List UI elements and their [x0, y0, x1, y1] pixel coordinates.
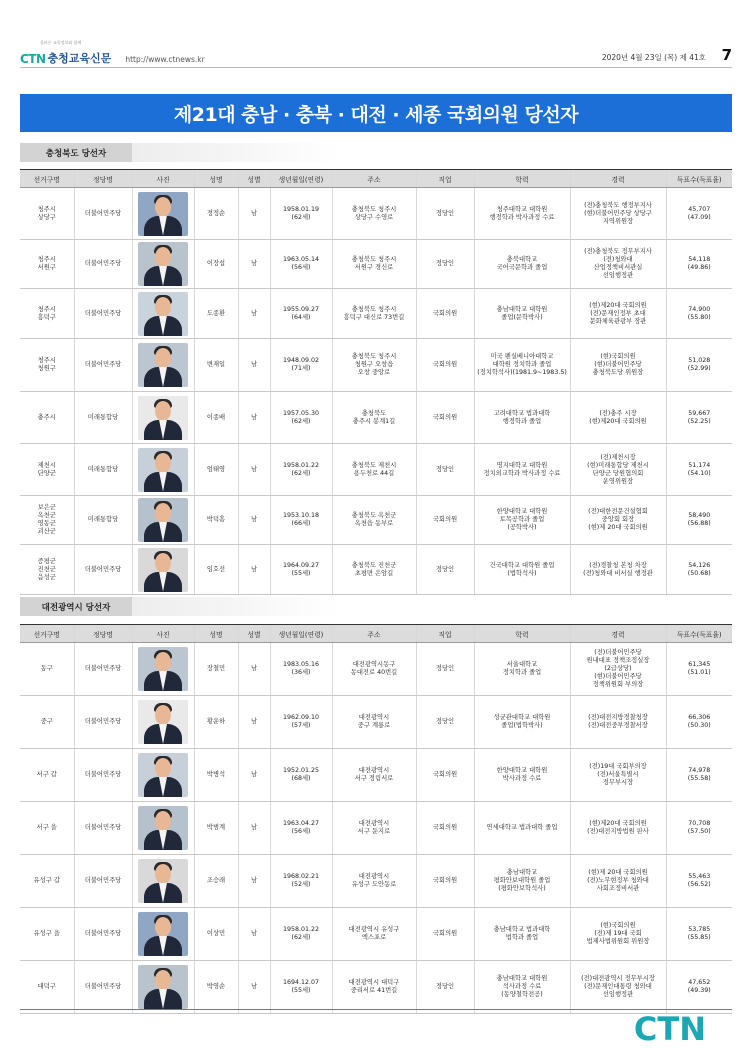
- person-portrait-icon: [138, 859, 188, 903]
- section-label: 충청북도 당선자: [20, 143, 132, 162]
- birthdate-cell: 1983.05.16 (36세): [270, 643, 332, 696]
- column-header: 경력: [570, 625, 666, 643]
- birthdate-cell: 1958.01.22 (62세): [270, 444, 332, 496]
- votes-cell: 59,667 (52.25): [666, 392, 732, 444]
- votes-cell: 53,785 (55.85): [666, 908, 732, 961]
- votes-cell: 54,118 (49.86): [666, 240, 732, 289]
- occupation-cell: 국회의원: [416, 289, 474, 339]
- birthdate-cell: 1958.01.22 (62세): [270, 908, 332, 961]
- person-portrait-icon: [138, 343, 188, 387]
- gender-cell: 남: [238, 188, 270, 240]
- education-cell: 연세대학교 법과대학 졸업: [474, 802, 570, 855]
- candidate-name: 이종배: [194, 392, 238, 444]
- votes-cell: 66,306 (50.30): [666, 696, 732, 749]
- career-cell: (전)대한전문건설협회 중앙회 회장 (현)제 20대 국회의원: [570, 496, 666, 545]
- column-header: 정당명: [74, 170, 132, 188]
- person-portrait-icon: [138, 647, 188, 691]
- career-cell: (전)더불어민주당 원내대표 정책조정실장 (2급상당) (현)더불어민주당 정책위원회 부의장: [570, 643, 666, 696]
- party-cell: 더불어민주당: [74, 339, 132, 392]
- table-row: [20, 749, 732, 802]
- district-cell: 제천시 단양군: [20, 444, 74, 496]
- address-cell: 충청북도 충주시 봉계1길: [332, 392, 416, 444]
- district-cell: 청주시 청원구: [20, 339, 74, 392]
- candidate-name: 박덕흠: [194, 496, 238, 545]
- gender-cell: 남: [238, 855, 270, 908]
- education-cell: 충북대학교 국어국문학과 졸업: [474, 240, 570, 289]
- career-cell: (현)제20대 국회의원 (전)문재인정부 초대 문화체육관광부 장관: [570, 289, 666, 339]
- candidate-name: 도종환: [194, 289, 238, 339]
- district-cell: 동구: [20, 643, 74, 696]
- page-number: 7: [721, 46, 732, 64]
- person-portrait-icon: [138, 498, 188, 542]
- education-cell: 충남대학교 대학원 졸업(문학박사): [474, 289, 570, 339]
- birthdate-cell: 1958.01.19 (62세): [270, 188, 332, 240]
- address-cell: 대전광역시 서구 둔지로: [332, 802, 416, 855]
- table-row: [20, 545, 732, 595]
- person-portrait-icon: [138, 396, 188, 440]
- person-portrait-icon: [138, 965, 188, 1009]
- table-row: [20, 339, 732, 392]
- gender-cell: 남: [238, 392, 270, 444]
- career-cell: (현)제 20대 국회의원 (전)노무현정부 청와대 사회조정비서관: [570, 855, 666, 908]
- district-cell: 충주시: [20, 392, 74, 444]
- gender-cell: 남: [238, 802, 270, 855]
- section-header-daejeon: [20, 597, 732, 616]
- table-row: [20, 496, 732, 545]
- gender-cell: 남: [238, 643, 270, 696]
- education-cell: 청주대학교 대학원 행정학과 박사과정 수료: [474, 188, 570, 240]
- address-cell: 충청북도 청주시 흥덕구 대신로 73번길: [332, 289, 416, 339]
- table-row: [20, 696, 732, 749]
- occupation-cell: 국회의원: [416, 908, 474, 961]
- candidate-name: 엄태영: [194, 444, 238, 496]
- column-header: 사진: [132, 170, 194, 188]
- person-portrait-icon: [138, 448, 188, 492]
- table-row: [20, 961, 732, 1014]
- address-cell: 대전광역시 대덕구 중리서로 41번길: [332, 961, 416, 1014]
- photo-cell: [132, 961, 194, 1014]
- column-header: 득표수(득표율): [666, 625, 732, 643]
- column-header: 주소: [332, 170, 416, 188]
- logo-ctn: CTN: [20, 52, 46, 66]
- birthdate-cell: 1962.09.10 (57세): [270, 696, 332, 749]
- person-portrait-icon: [138, 242, 188, 286]
- birthdate-cell: 1955.09.27 (64세): [270, 289, 332, 339]
- person-portrait-icon: [138, 192, 188, 236]
- table-row: [20, 444, 732, 496]
- party-cell: 더불어민주당: [74, 961, 132, 1014]
- votes-cell: 45,707 (47.09): [666, 188, 732, 240]
- district-cell: 청주시 흥덕구: [20, 289, 74, 339]
- votes-cell: 74,900 (55.80): [666, 289, 732, 339]
- gender-cell: 남: [238, 496, 270, 545]
- column-header: 성별: [238, 625, 270, 643]
- occupation-cell: 정당인: [416, 545, 474, 595]
- career-cell: (전)대전광역시 정무부시장 (전)문재인대통령 청와대 선임행정관: [570, 961, 666, 1014]
- person-portrait-icon: [138, 292, 188, 336]
- photo-cell: [132, 643, 194, 696]
- education-cell: 명지대학교 대학원 정치외교학과 박사과정 수료: [474, 444, 570, 496]
- person-portrait-icon: [138, 753, 188, 797]
- newspaper-logo[interactable]: [20, 40, 205, 66]
- votes-cell: 55,463 (56.52): [666, 855, 732, 908]
- person-portrait-icon: [138, 700, 188, 744]
- logo-tagline: 올바른 교육정보와 함께: [40, 40, 82, 45]
- occupation-cell: 정당인: [416, 188, 474, 240]
- education-cell: 한양대학교 대학원 토목공학과 졸업 (공학박사): [474, 496, 570, 545]
- gender-cell: 남: [238, 289, 270, 339]
- candidate-name: 박영순: [194, 961, 238, 1014]
- column-header: 학력: [474, 170, 570, 188]
- birthdate-cell: 1968.02.21 (52세): [270, 855, 332, 908]
- birthdate-cell: 1964.09.27 (55세): [270, 545, 332, 595]
- gender-cell: 남: [238, 339, 270, 392]
- section-label: 대전광역시 당선자: [20, 597, 132, 616]
- birthdate-cell: 1952.01.25 (68세): [270, 749, 332, 802]
- gender-cell: 남: [238, 545, 270, 595]
- birthdate-cell: 1963.04.27 (56세): [270, 802, 332, 855]
- party-cell: 더불어민주당: [74, 643, 132, 696]
- column-header: 생년월일(연령): [270, 625, 332, 643]
- district-cell: 유성구 갑: [20, 855, 74, 908]
- gender-cell: 남: [238, 908, 270, 961]
- education-cell: 충남대학교 평화안보대학원 졸업 (평화안보학석사): [474, 855, 570, 908]
- candidate-name: 이장섭: [194, 240, 238, 289]
- gender-cell: 남: [238, 749, 270, 802]
- occupation-cell: 정당인: [416, 696, 474, 749]
- address-cell: 충청북도 제천시 용두천로 44길: [332, 444, 416, 496]
- photo-cell: [132, 444, 194, 496]
- candidate-name: 황운하: [194, 696, 238, 749]
- birthdate-cell: 1948.09.02 (71세): [270, 339, 332, 392]
- career-cell: (전)19대 국회부의장 (전)서울특별시 정무부시장: [570, 749, 666, 802]
- occupation-cell: 국회의원: [416, 802, 474, 855]
- candidate-name: 임호선: [194, 545, 238, 595]
- photo-cell: [132, 696, 194, 749]
- votes-cell: 58,490 (56.88): [666, 496, 732, 545]
- party-cell: 더불어민주당: [74, 240, 132, 289]
- district-cell: 청주시 서원구: [20, 240, 74, 289]
- issue-date: 2020년 4월 23일 (목) 제 41호: [601, 53, 706, 62]
- footer-logo: CTN: [633, 1010, 706, 1048]
- votes-cell: 47,652 (49.39): [666, 961, 732, 1014]
- party-cell: 미래통합당: [74, 444, 132, 496]
- table-row: [20, 289, 732, 339]
- district-cell: 대덕구: [20, 961, 74, 1014]
- column-header: 경력: [570, 170, 666, 188]
- column-header: 생년월일(연령): [270, 170, 332, 188]
- gender-cell: 남: [238, 696, 270, 749]
- column-header: 성명: [194, 170, 238, 188]
- education-cell: 건국대학교 대학원 졸업 (법학석사): [474, 545, 570, 595]
- career-cell: (전)충주 시장 (현)제20대 국회의원: [570, 392, 666, 444]
- district-cell: 보은군 옥천군 영동군 괴산군: [20, 496, 74, 545]
- photo-cell: [132, 855, 194, 908]
- party-cell: 더불어민주당: [74, 188, 132, 240]
- photo-cell: [132, 188, 194, 240]
- candidate-table-chungbuk: [20, 169, 732, 595]
- person-portrait-icon: [138, 912, 188, 956]
- logo-name: 충청교육신문: [47, 52, 112, 65]
- column-header: 정당명: [74, 625, 132, 643]
- district-cell: 유성구 을: [20, 908, 74, 961]
- candidate-name: 변재일: [194, 339, 238, 392]
- gender-cell: 남: [238, 961, 270, 1014]
- votes-cell: 51,028 (52.99): [666, 339, 732, 392]
- party-cell: 더불어민주당: [74, 855, 132, 908]
- district-cell: 청주시 상당구: [20, 188, 74, 240]
- occupation-cell: 국회의원: [416, 749, 474, 802]
- column-header: 학력: [474, 625, 570, 643]
- education-cell: 성균관대학교 대학원 졸업(법학박사): [474, 696, 570, 749]
- address-cell: 대전광역시 유성구 엑스포로: [332, 908, 416, 961]
- birthdate-cell: 1957.05.30 (62세): [270, 392, 332, 444]
- party-cell: 더불어민주당: [74, 802, 132, 855]
- column-header: 선거구명: [20, 625, 74, 643]
- votes-cell: 74,978 (55.58): [666, 749, 732, 802]
- photo-cell: [132, 392, 194, 444]
- district-cell: 서구 갑: [20, 749, 74, 802]
- party-cell: 더불어민주당: [74, 545, 132, 595]
- table-header-row: [20, 170, 732, 188]
- education-cell: 충남대학교 대학원 석사과정 수료 (동양철학전공): [474, 961, 570, 1014]
- education-cell: 서울대학교 정치학과 졸업: [474, 643, 570, 696]
- birthdate-cell: 1953.10.18 (66세): [270, 496, 332, 545]
- career-cell: (전)대전지방경찰청장 (전)대전중부경찰서장: [570, 696, 666, 749]
- column-header: 직업: [416, 625, 474, 643]
- party-cell: 더불어민주당: [74, 289, 132, 339]
- education-cell: 한양대학교 대학원 박사과정 수료: [474, 749, 570, 802]
- occupation-cell: 국회의원: [416, 392, 474, 444]
- occupation-cell: 정당인: [416, 643, 474, 696]
- photo-cell: [132, 496, 194, 545]
- column-header: 주소: [332, 625, 416, 643]
- candidate-name: 박범계: [194, 802, 238, 855]
- photo-cell: [132, 339, 194, 392]
- photo-cell: [132, 802, 194, 855]
- photo-cell: [132, 545, 194, 595]
- occupation-cell: 국회의원: [416, 339, 474, 392]
- address-cell: 충청북도 청주시 서원구 경신로: [332, 240, 416, 289]
- candidate-name: 이상민: [194, 908, 238, 961]
- birthdate-cell: 1963.05.14 (56세): [270, 240, 332, 289]
- table-row: [20, 802, 732, 855]
- gender-cell: 남: [238, 444, 270, 496]
- district-cell: 중구: [20, 696, 74, 749]
- address-cell: 대전광역시 서구 정림서로: [332, 749, 416, 802]
- party-cell: 더불어민주당: [74, 749, 132, 802]
- candidate-table-daejeon: [20, 624, 732, 1014]
- occupation-cell: 국회의원: [416, 855, 474, 908]
- column-header: 사진: [132, 625, 194, 643]
- candidate-name: 장철민: [194, 643, 238, 696]
- votes-cell: 70,708 (57.50): [666, 802, 732, 855]
- table-row: [20, 188, 732, 240]
- votes-cell: 61,345 (51.01): [666, 643, 732, 696]
- career-cell: (전)경찰청 본청 차장 (전)청와대 비서실 행정관: [570, 545, 666, 595]
- column-header: 선거구명: [20, 170, 74, 188]
- table-row: [20, 908, 732, 961]
- education-cell: 미국 펜실베니아대학교 대학원 정치학과 졸업 (정치학석사)(1981.9~1983.5): [474, 339, 570, 392]
- address-cell: 충청북도 진천군 초평면 은암길: [332, 545, 416, 595]
- table-row: [20, 855, 732, 908]
- district-cell: 서구 을: [20, 802, 74, 855]
- occupation-cell: 정당인: [416, 444, 474, 496]
- candidate-name: 정정순: [194, 188, 238, 240]
- district-cell: 증평군 진천군 음성군: [20, 545, 74, 595]
- candidate-name: 조승래: [194, 855, 238, 908]
- photo-cell: [132, 749, 194, 802]
- education-cell: 충남대학교 법과대학 법학과 졸업: [474, 908, 570, 961]
- table-row: [20, 240, 732, 289]
- party-cell: 미래통합당: [74, 496, 132, 545]
- column-header: 득표수(득표율): [666, 170, 732, 188]
- address-cell: 대전광역시 중구 계룡로: [332, 696, 416, 749]
- candidate-name: 박병석: [194, 749, 238, 802]
- column-header: 성명: [194, 625, 238, 643]
- party-cell: 미래통합당: [74, 392, 132, 444]
- address-cell: 대전광역시 유성구 도안동로: [332, 855, 416, 908]
- career-cell: (현)국회의원 (전)제 19대 국회 법제사법위원회 위원장: [570, 908, 666, 961]
- photo-cell: [132, 908, 194, 961]
- votes-cell: 54,126 (50.68): [666, 545, 732, 595]
- gender-cell: 남: [238, 240, 270, 289]
- occupation-cell: 정당인: [416, 961, 474, 1014]
- career-cell: (전)제천시장 (현)미래통합당 제천시 단양군 당원협의회 운영위원장: [570, 444, 666, 496]
- page-title: 제21대 충남 · 충북 · 대전 · 세종 국회의원 당선자: [20, 94, 732, 132]
- person-portrait-icon: [138, 548, 188, 592]
- party-cell: 더불어민주당: [74, 696, 132, 749]
- table-row: [20, 643, 732, 696]
- column-header: 직업: [416, 170, 474, 188]
- occupation-cell: 정당인: [416, 240, 474, 289]
- section-header-chungbuk: [20, 143, 732, 162]
- party-cell: 더불어민주당: [74, 908, 132, 961]
- photo-cell: [132, 240, 194, 289]
- education-cell: 고려대학교 법과대학 행정학과 졸업: [474, 392, 570, 444]
- footer-divider: [20, 1009, 732, 1010]
- table-header-row: [20, 625, 732, 643]
- address-cell: 충청북도 청주시 청원구 오창읍 오창 중앙로: [332, 339, 416, 392]
- votes-cell: 51,174 (54.10): [666, 444, 732, 496]
- occupation-cell: 국회의원: [416, 496, 474, 545]
- address-cell: 대전광역시동구 동대전로 40번길: [332, 643, 416, 696]
- career-cell: (현)제20대 국회의원 (전)대전지방법원 판사: [570, 802, 666, 855]
- masthead: [20, 40, 732, 68]
- career-cell: (전)충청북도 행정부지사 (현)더불어민주당 상당구 지역위원장: [570, 188, 666, 240]
- column-header: 성별: [238, 170, 270, 188]
- career-cell: (전)충청북도 정무부지사 (전)청와대 산업정책비서관실 선임행정관: [570, 240, 666, 289]
- career-cell: (현)국회의원 (현)더불어민주당 충청북도당 위원장: [570, 339, 666, 392]
- birthdate-cell: 1694.12.07 (55세): [270, 961, 332, 1014]
- photo-cell: [132, 289, 194, 339]
- person-portrait-icon: [138, 806, 188, 850]
- address-cell: 충청북도 옥천군 옥천읍 동부로: [332, 496, 416, 545]
- table-row: [20, 392, 732, 444]
- address-cell: 충청북도 청주시 상당구 수영로: [332, 188, 416, 240]
- site-url[interactable]: http://www.ctnews.kr: [125, 55, 205, 64]
